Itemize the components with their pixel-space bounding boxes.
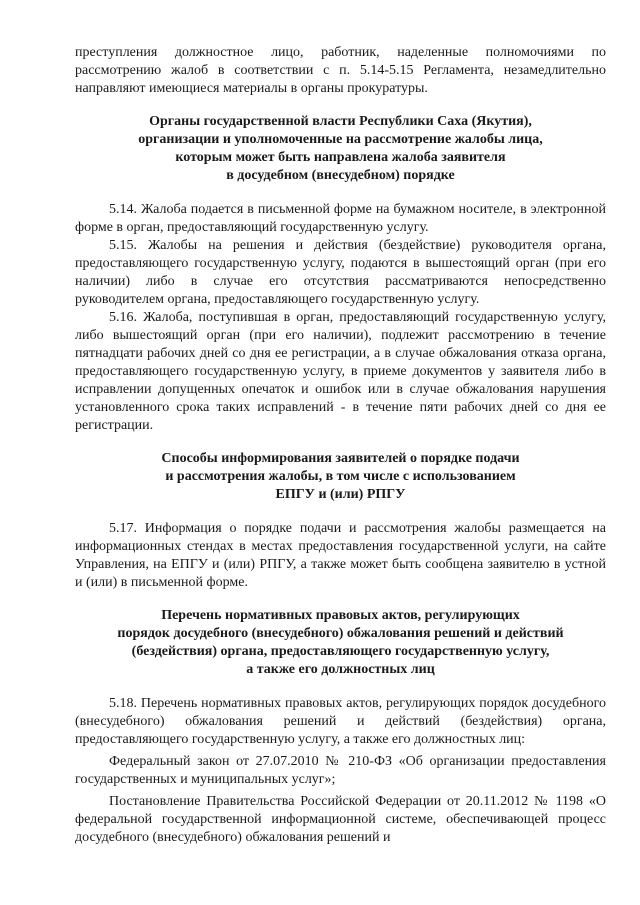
heading-line: Перечень нормативных правовых актов, регулирующих	[161, 608, 520, 623]
heading-line: и рассмотрения жалобы, в том числе с использованием	[165, 469, 516, 484]
heading-line: в досудебном (внесудебном) порядке	[226, 168, 455, 183]
heading-line: которым может быть направлена жалоба заявителя	[175, 150, 506, 165]
paragraph-5-16: 5.16. Жалоба, поступившая в орган, предоставляющий государственную услугу, либо вышестоящий орган (при его наличии), подлежит рассмотрению в течение пятнадцати рабочих дней со дня ее регистрации, а в случае обжалования отказа органа, предоставляющего государственную услугу, в приеме документов у заявителя либо в исправлении допущенных опечаток и ошибок или в случае обжалования нарушения установленного срока таких исправлений - в течение пяти рабочих дней со дня ее регистрации.	[75, 310, 606, 433]
heading-line: организации и уполномоченные на рассмотрение жалобы лица,	[138, 132, 543, 147]
heading-line: Способы информирования заявителей о порядке подачи	[161, 451, 520, 466]
legal-acts-list	[75, 695, 606, 847]
heading-line: ЕПГУ и (или) РПГУ	[275, 487, 406, 502]
intro-paragraph: преступления должностное лицо, работник, наделенные полномочиями по рассмотрению жалоб в соответствии с п. 5.14-5.15 Регламента, незамедлительно направляют имеющиеся материалы в органы прокуратуры.	[75, 45, 606, 96]
heading-line: Органы государственной власти Республики Саха (Якутия),	[149, 114, 532, 129]
legal-act-government-resolution: Постановление Правительства Российской Федерации от 20.11.2012 № 1198 «О федеральной государственной информационной системе, обеспечивающей процесс досудебного (внесудебного) обжалования решений и	[75, 794, 606, 845]
section-heading-legal-acts	[75, 607, 606, 679]
heading-line: а также его должностных лиц	[246, 662, 435, 677]
paragraph-5-15: 5.15. Жалобы на решения и действия (бездействие) руководителя органа, предоставляющего государственную услугу, подаются в вышестоящий орган (при его наличии) либо в случае его отсутствия рассматриваются непосредственно руководителем органа, предоставляющего государственную услугу.	[75, 238, 606, 307]
paragraph-5-14: 5.14. Жалоба подается в письменной форме на бумажном носителе, в электронной форме в орган, предоставляющий государственную услугу.	[75, 202, 606, 235]
section-heading-complaint-bodies	[75, 113, 606, 185]
heading-line: (бездействия) органа, предоставляющего государственную услугу,	[131, 644, 550, 659]
section-heading-informing-methods	[75, 450, 606, 504]
heading-line: порядок досудебного (внесудебного) обжалования решений и действий	[117, 626, 564, 641]
legal-act-federal-law: Федеральный закон от 27.07.2010 № 210-ФЗ «Об организации предоставления государственных и муниципальных услуг»;	[75, 754, 606, 787]
paragraph-5-18: 5.18. Перечень нормативных правовых актов, регулирующих порядок досудебного (внесудебного) обжалования решений и действий (бездействия) органа, предоставляющего государственную услугу, а также его должностных лиц:	[75, 696, 606, 747]
paragraph-5-17: 5.17. Информация о порядке подачи и рассмотрения жалобы размещается на информационных стендах в местах предоставления государственной услуги, на сайте Управления, на ЕПГУ и (или) РПГУ, а также может быть сообщена заявителю в устной и (или) в письменной форме.	[75, 521, 606, 590]
